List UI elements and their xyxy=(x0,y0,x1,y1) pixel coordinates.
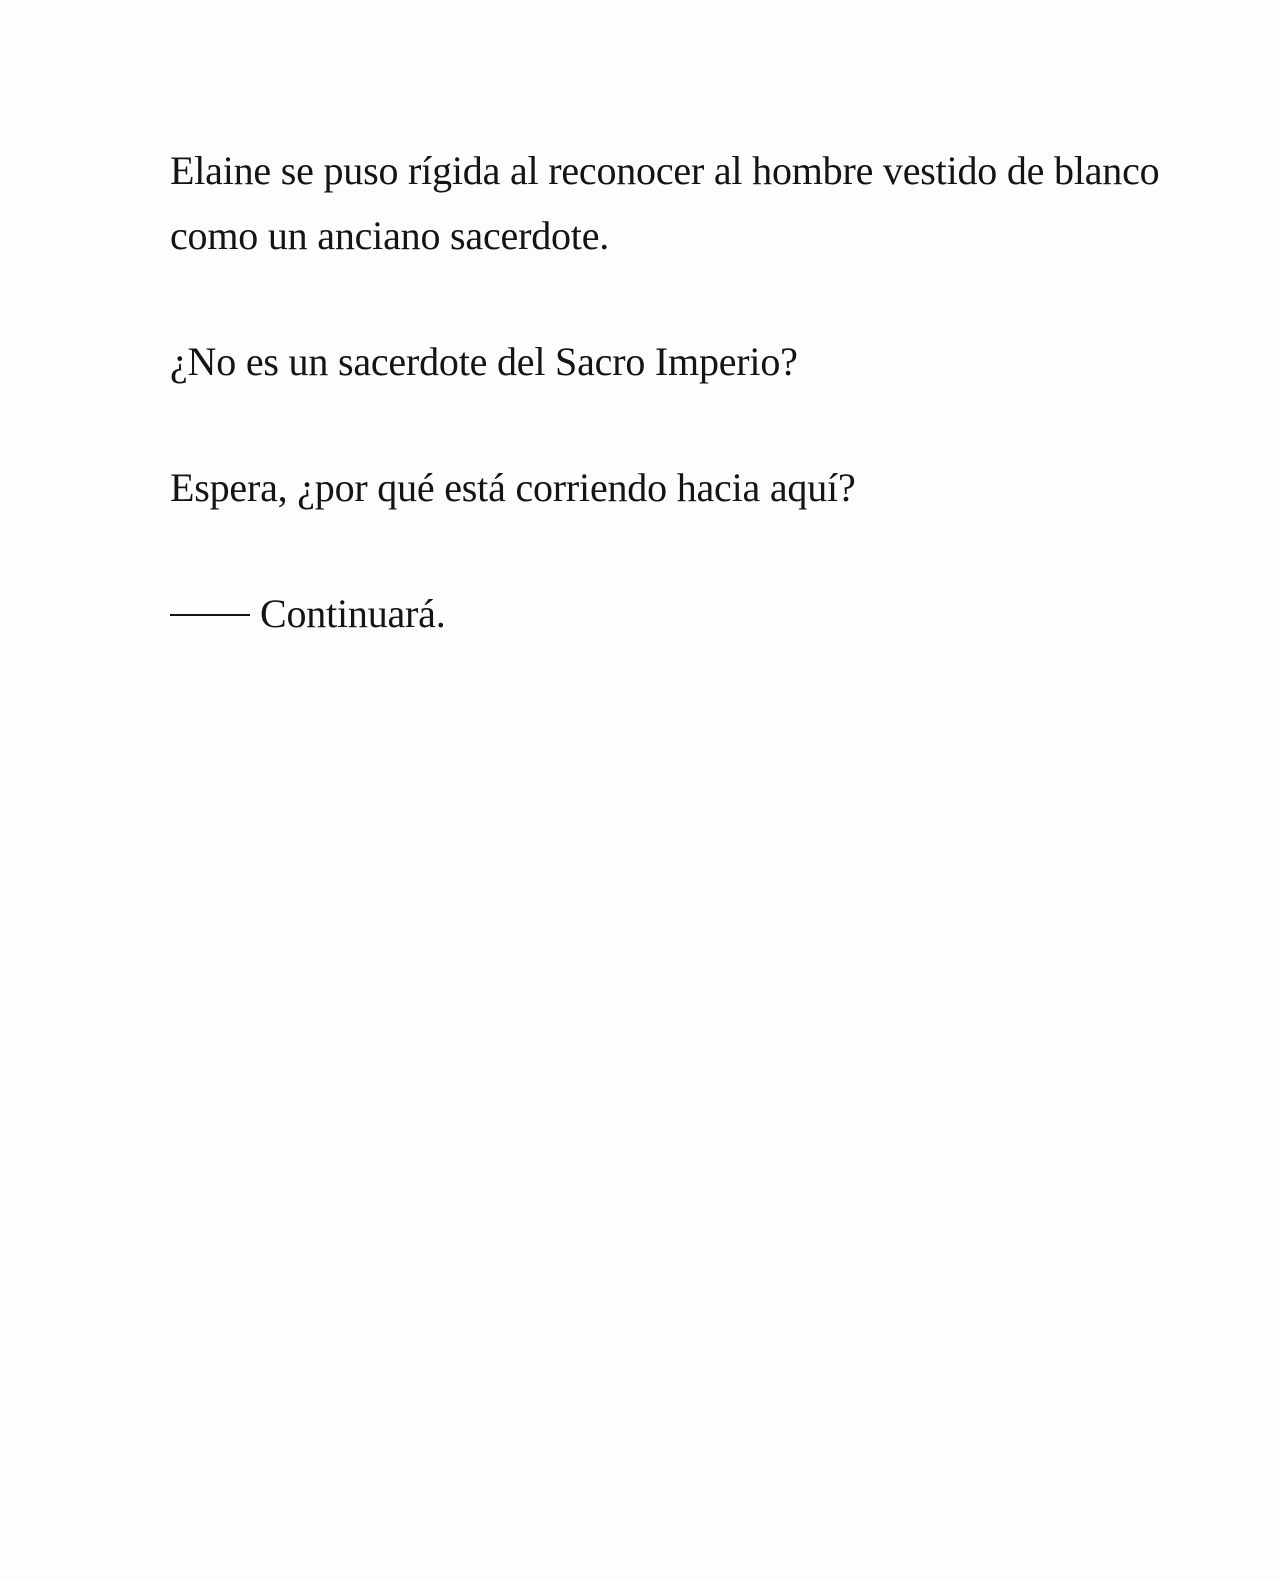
em-dash-line xyxy=(170,614,250,616)
paragraph-wait: Espera, ¿por qué está corriendo hacia aquí? xyxy=(170,465,856,510)
paragraph-question: ¿No es un sacerdote del Sacro Imperio? xyxy=(170,339,798,384)
to-be-continued-label: Continuará. xyxy=(260,591,446,636)
chapter-text xyxy=(170,138,1180,646)
paragraph-recognition: Elaine se puso rígida al reconocer al hombre vestido de blanco como un anciano sacerdote. xyxy=(170,148,1160,258)
to-be-continued xyxy=(170,581,1180,646)
